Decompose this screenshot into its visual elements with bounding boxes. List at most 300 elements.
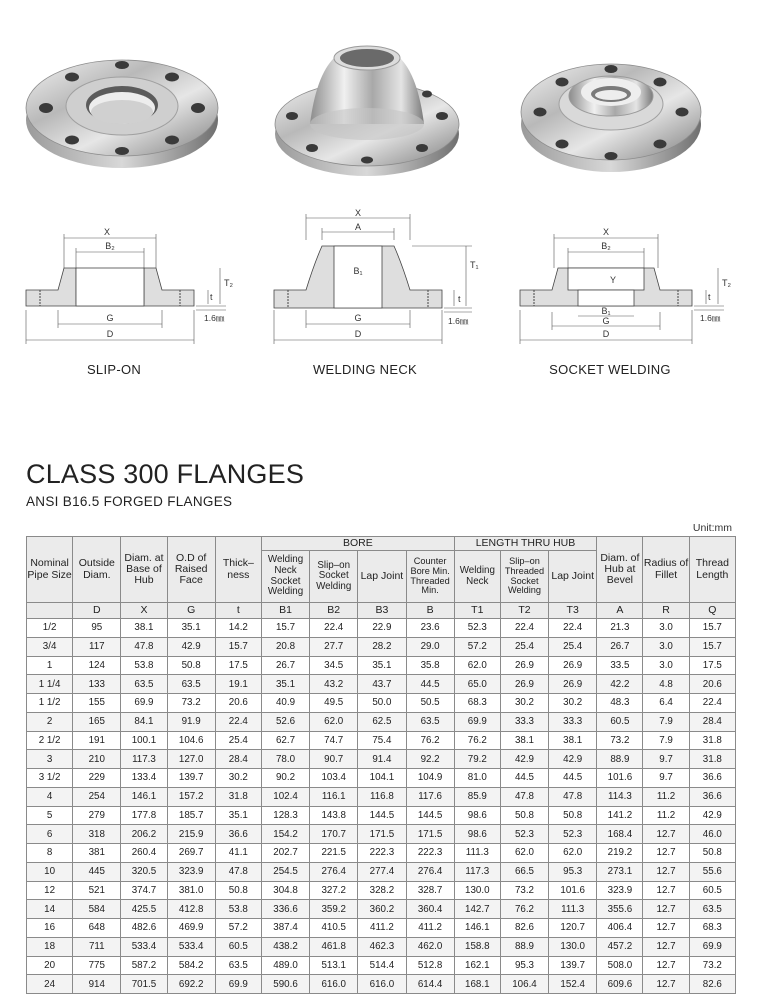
table-cell: 28.4 bbox=[215, 750, 261, 769]
table-cell: 462.0 bbox=[406, 937, 454, 956]
table-cell: 117.6 bbox=[406, 787, 454, 806]
header-q: Thread Length bbox=[689, 537, 735, 603]
table-cell: 102.4 bbox=[261, 787, 309, 806]
table-cell: 46.0 bbox=[689, 825, 735, 844]
table-cell: 60.5 bbox=[215, 937, 261, 956]
table-cell: 381 bbox=[73, 844, 121, 863]
symbol-cell: B3 bbox=[358, 603, 406, 619]
table-cell: 221.5 bbox=[310, 844, 358, 863]
table-cell: 254 bbox=[73, 787, 121, 806]
table-cell: 6.4 bbox=[643, 694, 689, 713]
dim-t: t bbox=[458, 294, 461, 304]
table-cell: 47.8 bbox=[549, 787, 597, 806]
dim-raise: 1.6㎜ bbox=[448, 316, 469, 326]
table-cell: 482.6 bbox=[121, 919, 167, 938]
table-cell: 62.0 bbox=[454, 656, 500, 675]
welding-neck-flange-image bbox=[272, 36, 462, 181]
socket-welding-drawing bbox=[512, 220, 742, 350]
table-row bbox=[27, 956, 736, 975]
table-cell: 411.2 bbox=[406, 919, 454, 938]
table-cell: 24 bbox=[27, 975, 73, 994]
table-cell: 1/2 bbox=[27, 619, 73, 638]
caption-socket-welding: SOCKET WELDING bbox=[549, 362, 671, 377]
dim-x: X bbox=[354, 208, 362, 218]
table-cell: 22.4 bbox=[549, 619, 597, 638]
document-title: CLASS 300 FLANGES bbox=[26, 459, 305, 489]
table-cell: 489.0 bbox=[261, 956, 309, 975]
table-cell: 79.2 bbox=[454, 750, 500, 769]
table-cell: 775 bbox=[73, 956, 121, 975]
table-cell: 35.1 bbox=[167, 619, 215, 638]
table-cell: 11.2 bbox=[643, 787, 689, 806]
table-cell: 381.0 bbox=[167, 881, 215, 900]
table-cell: 22.4 bbox=[500, 619, 548, 638]
table-cell: 101.6 bbox=[549, 881, 597, 900]
dim-t2: T₂ bbox=[722, 278, 731, 288]
symbol-cell: R bbox=[643, 603, 689, 619]
dim-raise: 1.6㎜ bbox=[700, 313, 721, 323]
header-raised: O.D of Raised Face bbox=[167, 537, 215, 603]
table-cell: 22.4 bbox=[310, 619, 358, 638]
table-body bbox=[27, 619, 736, 994]
header-t3: Lap Joint bbox=[549, 551, 597, 603]
dim-t2: T₂ bbox=[224, 278, 233, 288]
caption-slip-on: SLIP-ON bbox=[86, 362, 142, 377]
table-cell: 4 bbox=[27, 787, 73, 806]
table-row bbox=[27, 637, 736, 656]
symbol-cell: T1 bbox=[454, 603, 500, 619]
header-thick: Thick–ness bbox=[215, 537, 261, 603]
table-cell: 76.2 bbox=[406, 731, 454, 750]
table-cell: 276.4 bbox=[406, 862, 454, 881]
table-cell: 74.7 bbox=[310, 731, 358, 750]
table-cell: 28.2 bbox=[358, 637, 406, 656]
technical-drawings bbox=[0, 200, 760, 370]
table-cell: 65.0 bbox=[454, 675, 500, 694]
table-cell: 88.9 bbox=[597, 750, 643, 769]
table-cell: 609.6 bbox=[597, 975, 643, 994]
table-cell: 81.0 bbox=[454, 769, 500, 788]
table-cell: 40.9 bbox=[261, 694, 309, 713]
table-cell: 42.9 bbox=[689, 806, 735, 825]
table-cell: 52.6 bbox=[261, 712, 309, 731]
table-cell: 52.3 bbox=[454, 619, 500, 638]
table-cell: 590.6 bbox=[261, 975, 309, 994]
table-cell: 406.4 bbox=[597, 919, 643, 938]
table-cell: 84.1 bbox=[121, 712, 167, 731]
header-a: Diam. of Hub at Bevel bbox=[597, 537, 643, 603]
table-row bbox=[27, 900, 736, 919]
table-cell: 616.0 bbox=[358, 975, 406, 994]
table-cell: 508.0 bbox=[597, 956, 643, 975]
table-cell: 12.7 bbox=[643, 900, 689, 919]
table-cell: 63.5 bbox=[167, 675, 215, 694]
table-cell: 462.3 bbox=[358, 937, 406, 956]
table-cell: 69.9 bbox=[454, 712, 500, 731]
table-cell: 35.1 bbox=[358, 656, 406, 675]
table-cell: 50.8 bbox=[167, 656, 215, 675]
table-cell: 31.8 bbox=[215, 787, 261, 806]
table-cell: 26.9 bbox=[549, 675, 597, 694]
table-cell: 69.9 bbox=[689, 937, 735, 956]
table-cell: 17.5 bbox=[215, 656, 261, 675]
table-cell: 158.8 bbox=[454, 937, 500, 956]
table-cell: 425.5 bbox=[121, 900, 167, 919]
symbol-row bbox=[27, 603, 736, 619]
table-cell: 648 bbox=[73, 919, 121, 938]
table-row bbox=[27, 844, 736, 863]
table-cell: 43.7 bbox=[358, 675, 406, 694]
table-cell: 130.0 bbox=[454, 881, 500, 900]
table-cell: 9.7 bbox=[643, 769, 689, 788]
table-cell: 304.8 bbox=[261, 881, 309, 900]
table-cell: 26.7 bbox=[261, 656, 309, 675]
table-cell: 92.2 bbox=[406, 750, 454, 769]
table-cell: 78.0 bbox=[261, 750, 309, 769]
table-cell: 42.9 bbox=[549, 750, 597, 769]
table-cell: 141.2 bbox=[597, 806, 643, 825]
table-cell: 17.5 bbox=[689, 656, 735, 675]
table-row bbox=[27, 769, 736, 788]
table-cell: 68.3 bbox=[689, 919, 735, 938]
table-cell: 273.1 bbox=[597, 862, 643, 881]
table-cell: 18 bbox=[27, 937, 73, 956]
table-cell: 12.7 bbox=[643, 844, 689, 863]
header-b1: Welding Neck Socket Welding bbox=[261, 551, 309, 603]
table-cell: 336.6 bbox=[261, 900, 309, 919]
table-cell: 60.5 bbox=[689, 881, 735, 900]
table-cell: 914 bbox=[73, 975, 121, 994]
table-cell: 533.4 bbox=[167, 937, 215, 956]
table-cell: 52.3 bbox=[500, 825, 548, 844]
table-cell: 127.0 bbox=[167, 750, 215, 769]
table-cell: 55.6 bbox=[689, 862, 735, 881]
dim-t: t bbox=[210, 292, 213, 302]
table-cell: 14.2 bbox=[215, 619, 261, 638]
table-cell: 50.8 bbox=[500, 806, 548, 825]
table-cell: 43.2 bbox=[310, 675, 358, 694]
table-cell: 584.2 bbox=[167, 956, 215, 975]
table-cell: 229 bbox=[73, 769, 121, 788]
welding-neck-drawing bbox=[262, 210, 492, 350]
symbol-cell: A bbox=[597, 603, 643, 619]
table-cell: 21.3 bbox=[597, 619, 643, 638]
table-cell: 34.5 bbox=[310, 656, 358, 675]
table-cell: 411.2 bbox=[358, 919, 406, 938]
table-cell: 35.8 bbox=[406, 656, 454, 675]
dim-t: t bbox=[708, 292, 711, 302]
table-cell: 320.5 bbox=[121, 862, 167, 881]
table-cell: 26.9 bbox=[500, 675, 548, 694]
table-cell: 12.7 bbox=[643, 881, 689, 900]
table-cell: 514.4 bbox=[358, 956, 406, 975]
table-cell: 254.5 bbox=[261, 862, 309, 881]
table-cell: 461.8 bbox=[310, 937, 358, 956]
table-cell: 53.8 bbox=[121, 656, 167, 675]
table-cell: 57.2 bbox=[454, 637, 500, 656]
table-cell: 62.0 bbox=[310, 712, 358, 731]
table-cell: 276.4 bbox=[310, 862, 358, 881]
table-cell: 587.2 bbox=[121, 956, 167, 975]
header-group-length: LENGTH THRU HUB bbox=[454, 537, 597, 551]
table-cell: 42.9 bbox=[167, 637, 215, 656]
table-row bbox=[27, 862, 736, 881]
table-cell: 8 bbox=[27, 844, 73, 863]
table-cell: 120.7 bbox=[549, 919, 597, 938]
table-cell: 12.7 bbox=[643, 919, 689, 938]
table-cell: 100.1 bbox=[121, 731, 167, 750]
table-cell: 50.8 bbox=[215, 881, 261, 900]
table-cell: 15.7 bbox=[689, 619, 735, 638]
table-cell: 25.4 bbox=[549, 637, 597, 656]
table-cell: 412.8 bbox=[167, 900, 215, 919]
table-cell: 146.1 bbox=[454, 919, 500, 938]
table-cell: 269.7 bbox=[167, 844, 215, 863]
header-hub: Diam. at Base of Hub bbox=[121, 537, 167, 603]
table-cell: 28.4 bbox=[689, 712, 735, 731]
table-cell: 31.8 bbox=[689, 750, 735, 769]
table-cell: 155 bbox=[73, 694, 121, 713]
dim-b2: B₂ bbox=[601, 241, 611, 251]
table-cell: 57.2 bbox=[215, 919, 261, 938]
table-cell: 60.5 bbox=[597, 712, 643, 731]
caption-welding-neck: WELDING NECK bbox=[312, 362, 417, 377]
table-cell: 215.9 bbox=[167, 825, 215, 844]
unit-label: Unit:mm bbox=[692, 522, 732, 534]
table-cell: 360.4 bbox=[406, 900, 454, 919]
table-cell: 20.8 bbox=[261, 637, 309, 656]
table-cell: 95.3 bbox=[549, 862, 597, 881]
table-cell: 616.0 bbox=[310, 975, 358, 994]
symbol-cell: B2 bbox=[310, 603, 358, 619]
table-cell: 133.4 bbox=[121, 769, 167, 788]
table-cell: 41.1 bbox=[215, 844, 261, 863]
table-cell: 7.9 bbox=[643, 712, 689, 731]
table-cell: 26.9 bbox=[549, 656, 597, 675]
table-row bbox=[27, 881, 736, 900]
table-cell: 10 bbox=[27, 862, 73, 881]
table-cell: 445 bbox=[73, 862, 121, 881]
table-cell: 25.4 bbox=[500, 637, 548, 656]
table-cell: 144.5 bbox=[406, 806, 454, 825]
table-cell: 63.5 bbox=[689, 900, 735, 919]
table-cell: 50.5 bbox=[406, 694, 454, 713]
table-row bbox=[27, 825, 736, 844]
table-cell: 513.1 bbox=[310, 956, 358, 975]
table-cell: 3.0 bbox=[643, 619, 689, 638]
table-cell: 168.4 bbox=[597, 825, 643, 844]
table-cell: 15.7 bbox=[689, 637, 735, 656]
table-cell: 29.0 bbox=[406, 637, 454, 656]
table-cell: 191 bbox=[73, 731, 121, 750]
table-cell: 143.8 bbox=[310, 806, 358, 825]
table-cell: 36.6 bbox=[689, 787, 735, 806]
table-cell: 38.1 bbox=[500, 731, 548, 750]
table-cell: 1 1/4 bbox=[27, 675, 73, 694]
table-cell: 11.2 bbox=[643, 806, 689, 825]
header-t2: Slip–on Threaded Socket Welding bbox=[500, 551, 548, 603]
table-cell: 701.5 bbox=[121, 975, 167, 994]
dim-x: X bbox=[103, 227, 111, 237]
table-cell: 711 bbox=[73, 937, 121, 956]
table-cell: 38.1 bbox=[121, 619, 167, 638]
table-cell: 68.3 bbox=[454, 694, 500, 713]
table-cell: 128.3 bbox=[261, 806, 309, 825]
table-cell: 387.4 bbox=[261, 919, 309, 938]
table-row bbox=[27, 919, 736, 938]
table-cell: 42.9 bbox=[500, 750, 548, 769]
table-cell: 62.5 bbox=[358, 712, 406, 731]
header-group-bore: BORE bbox=[261, 537, 454, 551]
table-cell: 152.4 bbox=[549, 975, 597, 994]
table-cell: 73.2 bbox=[689, 956, 735, 975]
dim-x: X bbox=[602, 227, 610, 237]
table-cell: 95.3 bbox=[500, 956, 548, 975]
table-cell: 157.2 bbox=[167, 787, 215, 806]
table-cell: 22.4 bbox=[215, 712, 261, 731]
table-cell: 222.3 bbox=[358, 844, 406, 863]
table-cell: 82.6 bbox=[689, 975, 735, 994]
table-cell: 3.0 bbox=[643, 656, 689, 675]
table-cell: 47.8 bbox=[121, 637, 167, 656]
table-cell: 12.7 bbox=[643, 825, 689, 844]
dim-b2: B₂ bbox=[105, 241, 115, 251]
dim-y: Y bbox=[610, 275, 617, 285]
table-row bbox=[27, 750, 736, 769]
table-cell: 2 bbox=[27, 712, 73, 731]
table-cell: 47.8 bbox=[500, 787, 548, 806]
table-cell: 82.6 bbox=[500, 919, 548, 938]
table-cell: 15.7 bbox=[215, 637, 261, 656]
table-cell: 139.7 bbox=[167, 769, 215, 788]
table-cell: 374.7 bbox=[121, 881, 167, 900]
table-cell: 111.3 bbox=[454, 844, 500, 863]
symbol-cell-empty bbox=[27, 603, 73, 619]
table-cell: 260.4 bbox=[121, 844, 167, 863]
table-cell: 73.2 bbox=[500, 881, 548, 900]
table-cell: 171.5 bbox=[406, 825, 454, 844]
table-cell: 76.2 bbox=[500, 900, 548, 919]
table-cell: 63.5 bbox=[406, 712, 454, 731]
table-cell: 33.3 bbox=[549, 712, 597, 731]
table-cell: 33.5 bbox=[597, 656, 643, 675]
table-cell: 117.3 bbox=[121, 750, 167, 769]
table-cell: 457.2 bbox=[597, 937, 643, 956]
table-row bbox=[27, 787, 736, 806]
table-cell: 133 bbox=[73, 675, 121, 694]
table-cell: 360.2 bbox=[358, 900, 406, 919]
table-cell: 171.5 bbox=[358, 825, 406, 844]
table-cell: 117.3 bbox=[454, 862, 500, 881]
table-cell: 12.7 bbox=[643, 956, 689, 975]
table-row bbox=[27, 619, 736, 638]
table-cell: 63.5 bbox=[121, 675, 167, 694]
table-cell: 91.4 bbox=[358, 750, 406, 769]
table-cell: 53.8 bbox=[215, 900, 261, 919]
table-cell: 116.8 bbox=[358, 787, 406, 806]
table-cell: 12.7 bbox=[643, 937, 689, 956]
table-cell: 50.8 bbox=[689, 844, 735, 863]
table-cell: 27.7 bbox=[310, 637, 358, 656]
table-cell: 35.1 bbox=[215, 806, 261, 825]
table-cell: 62.0 bbox=[500, 844, 548, 863]
table-cell: 1 1/2 bbox=[27, 694, 73, 713]
table-cell: 36.6 bbox=[215, 825, 261, 844]
table-cell: 30.2 bbox=[549, 694, 597, 713]
table-cell: 91.9 bbox=[167, 712, 215, 731]
table-cell: 277.4 bbox=[358, 862, 406, 881]
table-cell: 73.2 bbox=[597, 731, 643, 750]
table-cell: 142.7 bbox=[454, 900, 500, 919]
table-cell: 318 bbox=[73, 825, 121, 844]
table-cell: 222.3 bbox=[406, 844, 454, 863]
table-cell: 12 bbox=[27, 881, 73, 900]
table-cell: 44.5 bbox=[406, 675, 454, 694]
symbol-cell: G bbox=[167, 603, 215, 619]
table-cell: 23.6 bbox=[406, 619, 454, 638]
table-cell: 327.2 bbox=[310, 881, 358, 900]
table-row bbox=[27, 675, 736, 694]
table-cell: 146.1 bbox=[121, 787, 167, 806]
slip-on-drawing bbox=[18, 220, 248, 350]
table-cell: 104.9 bbox=[406, 769, 454, 788]
dim-b1: B₁ bbox=[601, 306, 611, 316]
symbol-cell: T2 bbox=[500, 603, 548, 619]
table-cell: 30.2 bbox=[215, 769, 261, 788]
table-cell: 2 1/2 bbox=[27, 731, 73, 750]
table-cell: 9.7 bbox=[643, 750, 689, 769]
table-cell: 38.1 bbox=[549, 731, 597, 750]
symbol-cell: B bbox=[406, 603, 454, 619]
table-cell: 3/4 bbox=[27, 637, 73, 656]
table-cell: 88.9 bbox=[500, 937, 548, 956]
table-cell: 7.9 bbox=[643, 731, 689, 750]
table-cell: 98.6 bbox=[454, 825, 500, 844]
table-cell: 14 bbox=[27, 900, 73, 919]
table-cell: 22.9 bbox=[358, 619, 406, 638]
table-cell: 114.3 bbox=[597, 787, 643, 806]
table-cell: 323.9 bbox=[167, 862, 215, 881]
table-cell: 328.7 bbox=[406, 881, 454, 900]
table-cell: 69.9 bbox=[121, 694, 167, 713]
table-cell: 438.2 bbox=[261, 937, 309, 956]
table-cell: 210 bbox=[73, 750, 121, 769]
table-cell: 162.1 bbox=[454, 956, 500, 975]
table-cell: 52.3 bbox=[549, 825, 597, 844]
table-cell: 30.2 bbox=[500, 694, 548, 713]
table-cell: 25.4 bbox=[215, 731, 261, 750]
dim-d: D bbox=[602, 329, 610, 339]
table-cell: 124 bbox=[73, 656, 121, 675]
table-cell: 165 bbox=[73, 712, 121, 731]
table-cell: 76.2 bbox=[454, 731, 500, 750]
table-cell: 4.8 bbox=[643, 675, 689, 694]
table-cell: 50.8 bbox=[549, 806, 597, 825]
table-cell: 130.0 bbox=[549, 937, 597, 956]
table-cell: 47.8 bbox=[215, 862, 261, 881]
table-cell: 584 bbox=[73, 900, 121, 919]
table-cell: 44.5 bbox=[549, 769, 597, 788]
symbol-cell: X bbox=[121, 603, 167, 619]
table-cell: 3.0 bbox=[643, 637, 689, 656]
table-cell: 111.3 bbox=[549, 900, 597, 919]
symbol-cell: Q bbox=[689, 603, 735, 619]
table-cell: 44.5 bbox=[500, 769, 548, 788]
header-b: Counter Bore Min. Threaded Min. bbox=[406, 551, 454, 603]
table-cell: 62.7 bbox=[261, 731, 309, 750]
table-cell: 1 bbox=[27, 656, 73, 675]
table-cell: 19.1 bbox=[215, 675, 261, 694]
